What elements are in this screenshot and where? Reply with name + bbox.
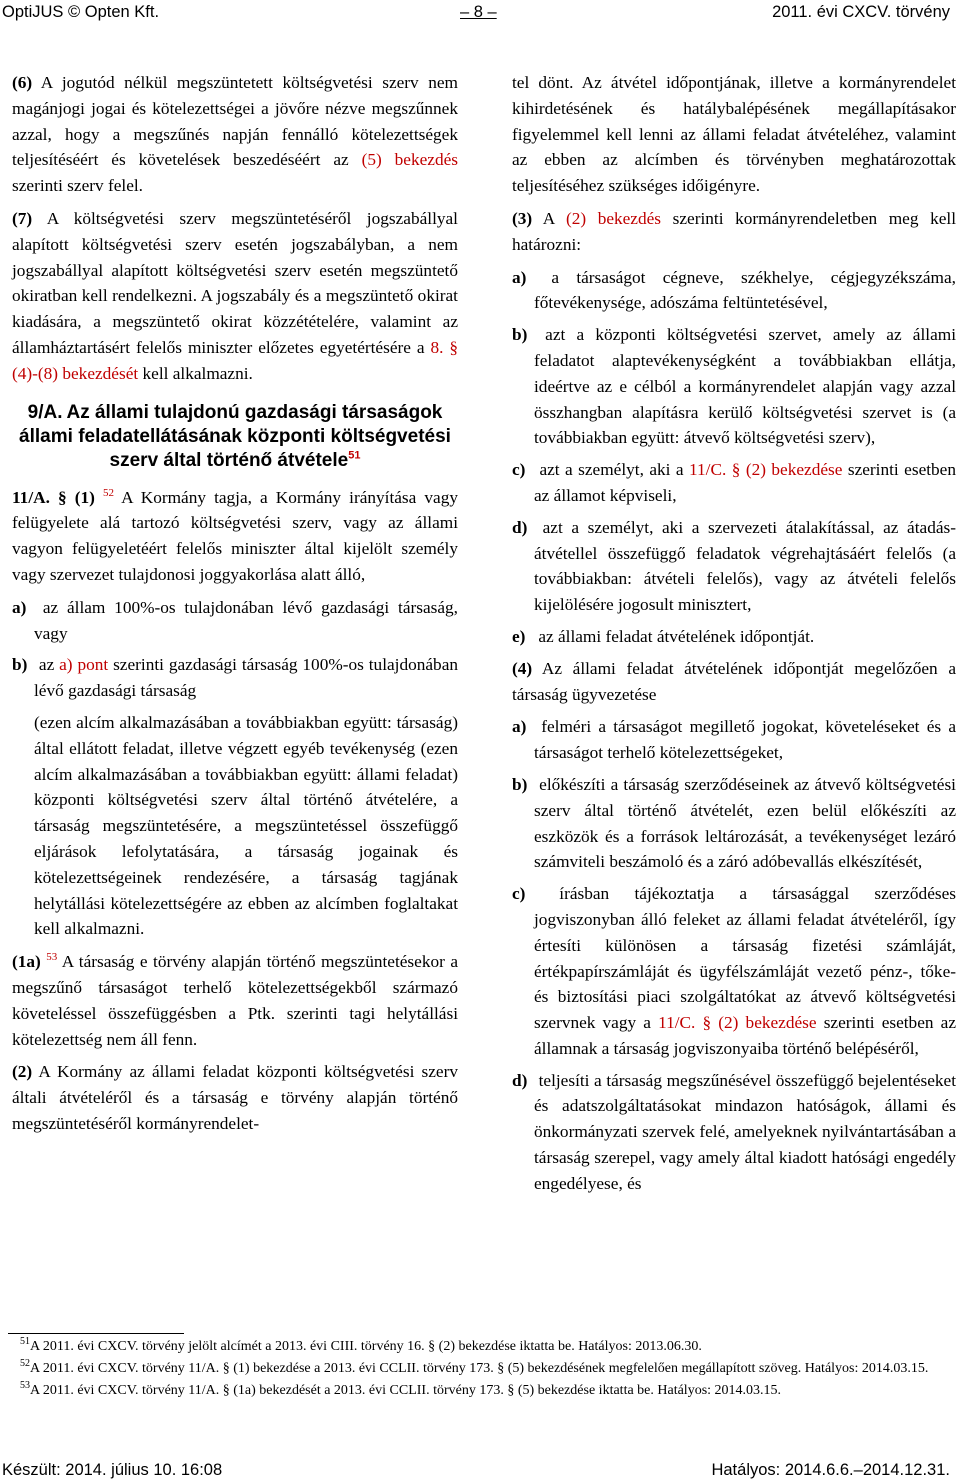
list-item: a) felméri a társaságot megillető jogokat, követeléseket és a társaságot terhelő kötelezettségeket, — [512, 717, 956, 763]
list-item: a) az állam 100%-os tulajdonában lévő gazdasági társaság, vagy — [12, 597, 458, 643]
footer-effective: Hatályos: 2014.6.6.–2014.12.31. — [711, 1461, 950, 1479]
paragraph-2: (2) A Kormány az állami feladat központi költségvetési szerv általi átvételéről és a társaság e törvény alapján történő megszüntetéséről kormányrendelet- — [12, 1062, 458, 1133]
footnote: $^{52}$A 2011. évi CXCV. törvény 11/A. § (1) bekezdése a 2013. évi CCLII. törvény 173. § (5) bekezdésének megfelelően megállapított szöveg. Hatályos: 2014.03.15. — [20, 1358, 929, 1376]
paragraph-continuation: (ezen alcím alkalmazásában a továbbiakban együtt: társaság) által ellátott feladat, illetve végzett egyéb tevékenység (ezen alcím alkalmazásában a továbbiakban együtt: állami feladat) központi költségvetési szerv által történő átvételére, a társaság megszüntetésére, a megszüntetéssel összefüggő eljárások lefolytatására, a társaság jogainak és kötelezettségeinek rendezésére, a társaság tagjának helytállási kötelezettségére az ebben az alcímben foglaltakat kell alkalmazni. — [34, 712, 458, 939]
header-publisher: OptiJUS © Opten Kft. — [2, 3, 160, 21]
footnote-marker[interactable]: 53 — [46, 951, 58, 964]
list-item: e) az állami feladat átvételének időpontját. — [512, 626, 815, 646]
list-item: a) a társaságot cégneve, székhelye, cégjegyzékszáma, főtevékenysége, adószáma feltüntetésével, — [512, 267, 956, 313]
cross-reference-link[interactable]: (5) bekezdés — [361, 150, 458, 170]
cross-reference-link[interactable]: 11/C. § (2) bekezdése — [689, 460, 843, 480]
cross-reference-link[interactable]: a) pont — [59, 655, 109, 675]
cross-reference-link[interactable]: 11/C. § (2) bekezdése — [658, 1013, 817, 1033]
header-law-title: 2011. évi CXCV. törvény — [772, 3, 950, 21]
section-heading: 9/A. Az állami tulajdonú gazdasági társaságok állami feladatellátásának központi költségvetési szerv által történő átvétele$^{51}$ — [19, 401, 451, 471]
cross-reference-link[interactable]: (2) bekezdés — [565, 208, 662, 228]
list-item: c) azt a személyt, aki a 11/C. § (2) bekezdése szerinti esetben az államot képviseli, — [512, 460, 956, 505]
list-item: d) azt a személyt, aki a szervezeti átalakítással, az átadás-átvétellel összefüggő feladatok végrehajtásáért felelős (a továbbiakban: átvételi felelős), vagy az átvételi felelős kijelölésére jogosult minisztert, — [512, 517, 956, 615]
footnote: $^{53}$A 2011. évi CXCV. törvény 11/A. § (1a) bekezdését a 2013. évi CCLII. törvény 173. § (5) bekezdése iktatta be. Hatályos: 2014.03.15. — [20, 1380, 782, 1398]
page-header — [0, 2, 950, 24]
list-item: c) írásban tájékoztatja a társasággal szerződéses jogviszonyban álló feleket az állami feladat átvételéről, így értesíti különösen a társaság fizetési számláját, értékpapírszámláját és ügyfélszámláját vezető pénz-, tőke- és biztosítási piaci szolgáltatókat az átvevő költségvetési szervnek vagy a 11/C. § (2) bekezdése szerinti esetben az államnak a társaság jogviszonyaiba történő belépéséről, — [512, 884, 956, 1058]
paragraph-6: (6) A jogutód nélkül megszüntetett költségvetési szerv nem magánjogi jogai és kötelezettségei a jövőre nézve megszűnnek azzal, hogy a megszűnés napján fennálló kötelezettségek teljesítéséért és követelések beszedéséért az (5) bekezdés szerinti szerv felel. — [12, 73, 458, 196]
paragraph-11a-1: 11/A. § (1) $^{52}$ A Kormány tagja, a Kormány irányítása vagy felügyelete alá tartozó költségvetési szerv, vagy az állami vagyon felügyeletéért felelős miniszter által kijelölt személy vagy szervezet tulajdonosi joggyakorlása alatt álló, — [12, 486, 458, 584]
footnote-divider — [8, 1333, 184, 1334]
cross-reference-link[interactable]: 8. § (4)-(8) bekezdését — [12, 337, 458, 383]
paragraph-2-continuation: tel dönt. Az átvétel időpontjának, illetve a kormányrendelet kihirdetésének és hatálybalépésének megállapításakor figyelemmel kell lenni az állami feladat átvételéhez, valamint az ebben az alcímben és törvényben meghatározottak teljesítéséhez szükséges időigényre. — [512, 73, 956, 196]
list-item: b) azt a központi költségvetési szervet, amely az állami feladatot alaptevékenységként a továbbiakban ellátja, ideértve az e célból a kormányrendelet alapján vagy azzal összhangban alapításra kerülő költségvetési szervet is (a továbbiakban együtt: átvevő költségvetési szerv), — [512, 325, 956, 448]
footnote-marker[interactable]: 52 — [102, 486, 114, 499]
paragraph-7: (7) A költségvetési szerv megszüntetéséről jogszabállyal alapított költségvetési szerv esetén jogszabályban, a nem jogszabállyal alapított költségvetési szerv esetén megszüntető okiratban kell rendelkezni. A jogszabály és a megszüntető okirat kiadására, a megszüntető okirat közzétételére, valamint az államháztartásért felelős miniszter előzetes egyetértésére a 8. § (4)-(8) bekezdését kell alkalmazni. — [12, 208, 458, 383]
header-page-number: – 8 – — [460, 3, 497, 21]
list-item: b) az a) pont szerinti gazdasági társaság 100%-os tulajdonában lévő gazdasági társaság — [12, 655, 459, 701]
list-item: d) teljesíti a társaság megszűnésével összefüggő bejelentéseket és adatszolgáltatásokat mindazon hatóságok, állami és önkormányzati szervek felé, amelyeknek nyilvántartásában a társaság szerepel, vagy amely által kiadott hatósági engedély engedélyese, és — [512, 1070, 956, 1193]
paragraph-4: (4) Az állami feladat átvételének időpontját megelőzően a társaság ügyvezetése — [512, 658, 956, 704]
footnote: $^{51}$A 2011. évi CXCV. törvény jelölt alcímét a 2013. évi CIII. törvény 16. § (2) bekezdése iktatta be. Hatályos: 2013.06.30. — [20, 1336, 702, 1354]
footnotes — [2, 1338, 952, 1404]
footer-created: Készült: 2014. július 10. 16:08 — [2, 1461, 223, 1479]
right-column — [512, 70, 956, 1203]
list-item: b) előkészíti a társaság szerződéseinek az átvevő költségvetési szerv által történő átvételét, ezen belül előkészíti az eszközök és a források leltározását, a tevékenységet lezáró számviteli beszámoló és a záró adóbevallás elkészítését, — [512, 774, 956, 872]
footnote-marker[interactable]: 51 — [348, 449, 361, 462]
paragraph-3: (3) A (2) bekezdés szerinti kormányrendeletben meg kell határozni: — [512, 208, 956, 254]
left-column — [12, 70, 458, 1144]
page-footer — [0, 1460, 950, 1482]
paragraph-1a: (1a) $^{53}$ A társaság e törvény alapján történő megszüntetésekor a megszűnő társaságot terhelő kötelezettségekből származó követeléssel összefüggésben a Ptk. szerinti tagi helytállási kötelezettség nem áll fenn. — [12, 951, 458, 1049]
